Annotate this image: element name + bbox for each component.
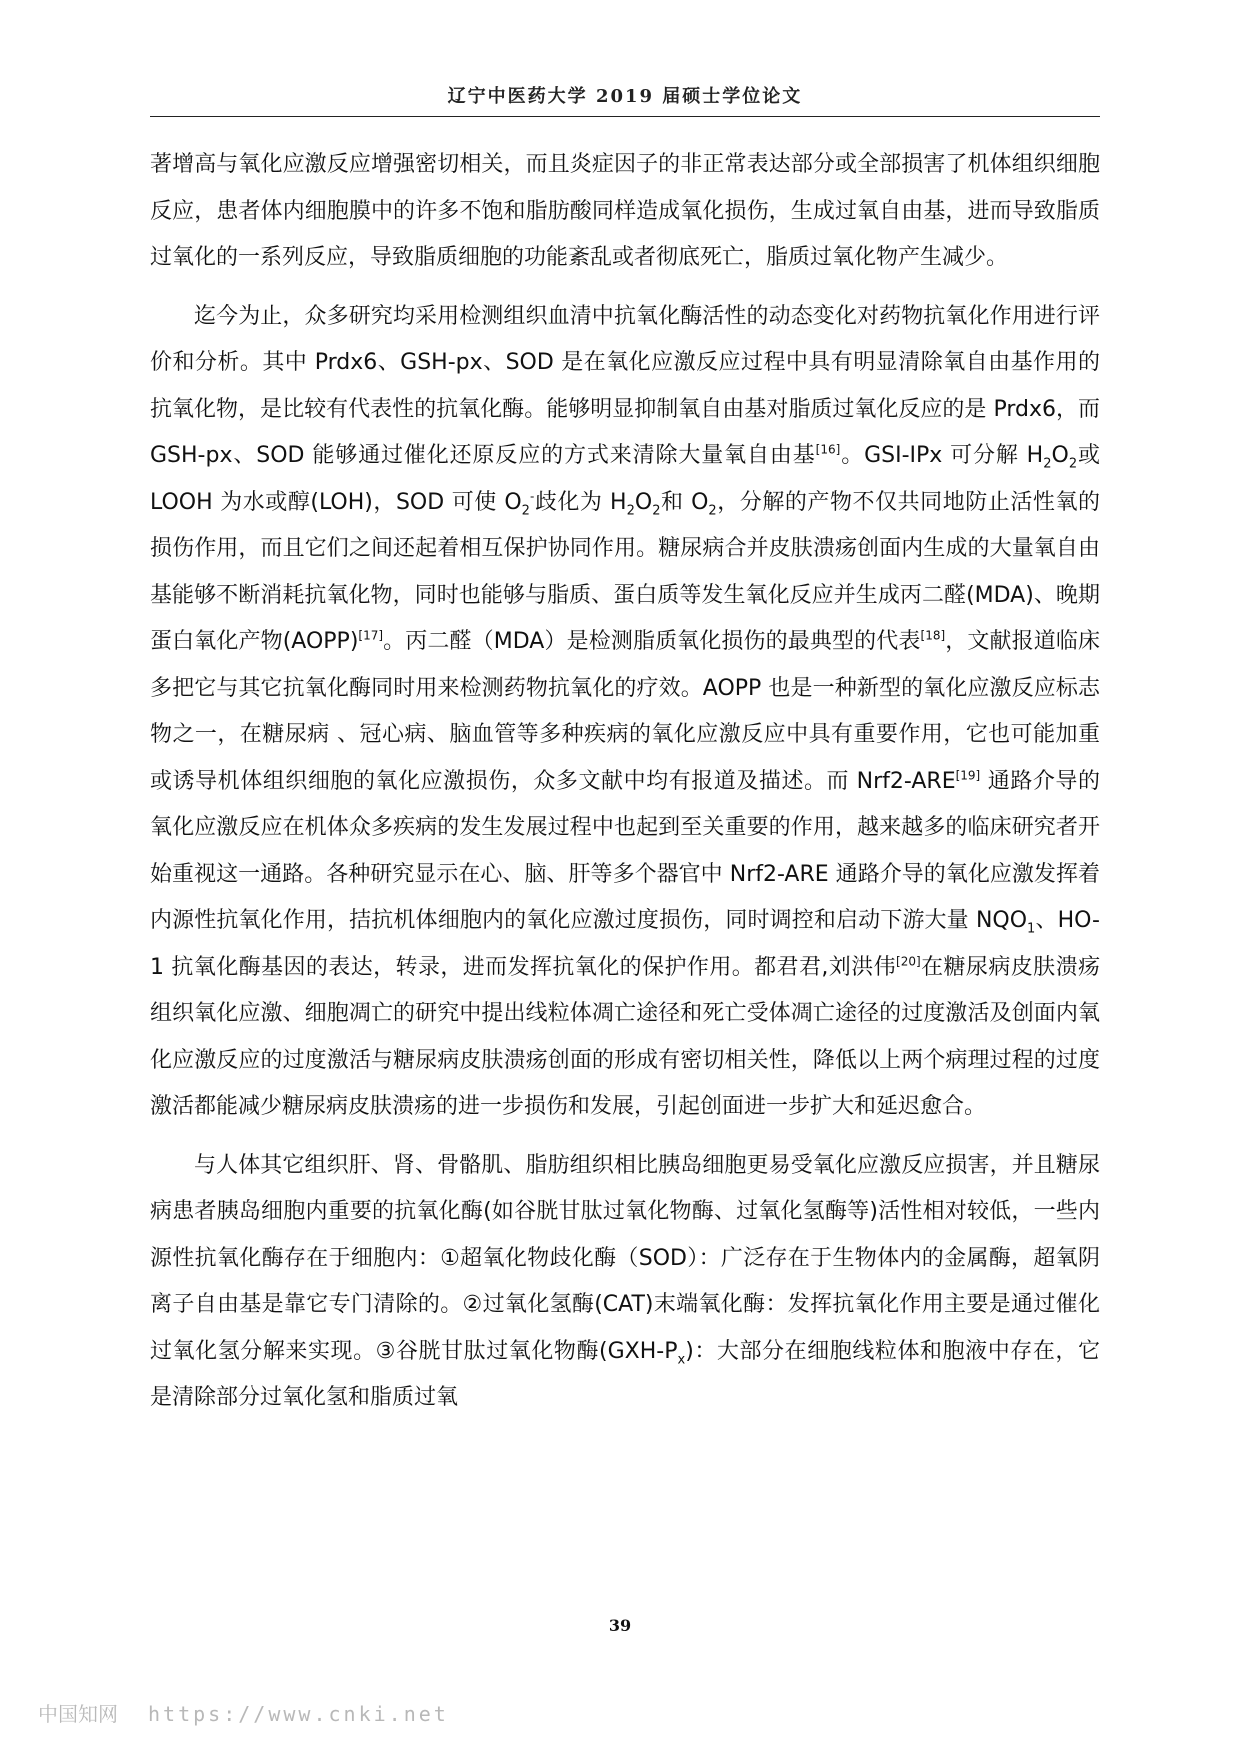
subscript: 2 (521, 502, 530, 518)
text-run: 在糖尿病皮肤溃疡组织氧化应激、细胞凋亡的研究中提出线粒体凋亡途径和死亡受体凋亡途径的过度激活及创面内氧化应激反应的过度激活与糖尿病皮肤溃疡创面的形成有密切相关性，降低以上两个病理过程的过度激活都能减少糖尿病皮肤溃疡的进一步损伤和发展，引起创面进一步扩大和延迟愈合。 (150, 954, 1100, 1119)
subscript: x (677, 1351, 686, 1367)
text-run: 和 O (660, 489, 709, 515)
footer-watermark (38, 1698, 479, 1727)
text-run: ，分解的产物不仅共同地防止活性氧的损伤作用，而且它们之间还起着相互保护协同作用。糖尿病合并皮肤溃疡创面内生成的大量氧自由基能够不断消耗抗氧化物，同时也能够与脂质、蛋白质等发生氧化反应并生成丙二醛(MDA)、晚期蛋白氧化产物(AOPP) (150, 489, 1100, 654)
cnki-url-link[interactable]: https://www.cnki.net (148, 1702, 449, 1726)
citation-17: [17] (358, 628, 384, 643)
text-run: O (1051, 443, 1069, 468)
text-run: 或 LOOH 为水或醇(LOH)，SOD 可使 O (150, 443, 1100, 515)
text-run: 通路介导的氧化应激反应在机体众多疾病的发生发展过程中也起到至关重要的作用，越来越多的临床研究者开始重视这一通路。各种研究显示在心、脑、肝等多个器官中 Nrf2-ARE 通路介导的氧化应激发挥着内源性抗氧化作用，拮抗机体细胞内的氧化应激过度损伤，同时调控和启动下游大量 NQO (150, 768, 1100, 933)
citation-20: [20] (896, 954, 921, 969)
header-divider (150, 116, 1100, 117)
subscript: 2 (1068, 456, 1078, 472)
citation-19: [19] (955, 768, 981, 783)
subscript: 1 (1027, 921, 1036, 937)
text-run: 与人体其它组织肝、肾、骨骼肌、脂肪组织相比胰岛细胞更易受氧化应激反应损害，并且糖尿病患者胰岛细胞内重要的抗氧化酶(如谷胱甘肽过氧化物酶、过氧化氢酶等)活性相对较低，一些内源性抗氧化酶存在于细胞内：①超氧化物歧化酶（SOD）：广泛存在于生物体内的金属酶，超氧阴离子自由基是靠它专门清除的。②过氧化氢酶(CAT)末端氧化酶：发挥抗氧化作用主要是通过催化过氧化氢分解来实现。③谷胱甘肽过氧化物酶(GXH-P (150, 1152, 1100, 1364)
text-run: 迄今为止，众多研究均采用检测组织血清中抗氧化酶活性的动态变化对药物抗氧化作用进行评价和分析。其中 Prdx6、GSH-px、SOD 是在氧化应激反应过程中具有明显清除氧自由基作用的抗氧化物，是比较有代表性的抗氧化酶。能够明显抑制氧自由基对脂质过氧化反应的是 Prdx6，而 GSH-px、SOD 能够通过催化还原反应的方式来清除大量氧自由基 (150, 303, 1100, 468)
text-run: 。GSI-IPx 可分解 H (840, 443, 1044, 468)
subscript: 2 (652, 502, 661, 518)
paragraph-1: 著增高与氧化应激反应增强密切相关，而且炎症因子的非正常表达部分或全部损害了机体组织细胞反应，患者体内细胞膜中的许多不饱和脂肪酸同样造成氧化损伤，生成过氧自由基，进而导致脂质过氧化的一系列反应，导致脂质细胞的功能紊乱或者彻底死亡，脂质过氧化物产生减少。 (150, 152, 1100, 270)
cnki-brand: 中国知网 (38, 1702, 118, 1726)
text-run: 歧化为 H (534, 489, 627, 515)
paragraph-2 (150, 294, 1100, 1131)
citation-18: [18] (920, 628, 946, 643)
page-header-title: 辽宁中医药大学 2019 届硕士学位论文 (447, 86, 803, 107)
text-run: 、HO-1 抗氧化酶基因的表达，转录，进而发挥抗氧化的保护作用。都君君,刘洪伟 (150, 908, 1100, 980)
citation-16: [16] (815, 442, 841, 457)
subscript: 2 (1043, 456, 1052, 472)
subscript: 2 (708, 502, 717, 518)
text-run: )：大部分在细胞线粒体和胞液中存在，它是清除部分过氧化氢和脂质过氧 (150, 1338, 1100, 1410)
paragraph-3 (150, 1143, 1100, 1422)
text-run: ，文献报道临床多把它与其它抗氧化酶同时用来检测药物抗氧化的疗效。AOPP 也是一种新型的氧化应激反应标志物之一，在糖尿病 、冠心病、脑血管等多种疾病的氧化应激反应中具有重要作用，它也可能加重或诱导机体组织细胞的氧化应激损伤，众多文献中均有报道及描述。而 Nrf2-ARE (150, 629, 1100, 794)
body-text (150, 142, 1100, 1434)
page-number: 39 (608, 1616, 632, 1635)
subscript: 2 (626, 502, 635, 518)
text-run: O (634, 489, 653, 515)
superscript: - (529, 489, 535, 504)
text-run: 。丙二醛（MDA）是检测脂质氧化损伤的最典型的代表 (383, 629, 921, 654)
